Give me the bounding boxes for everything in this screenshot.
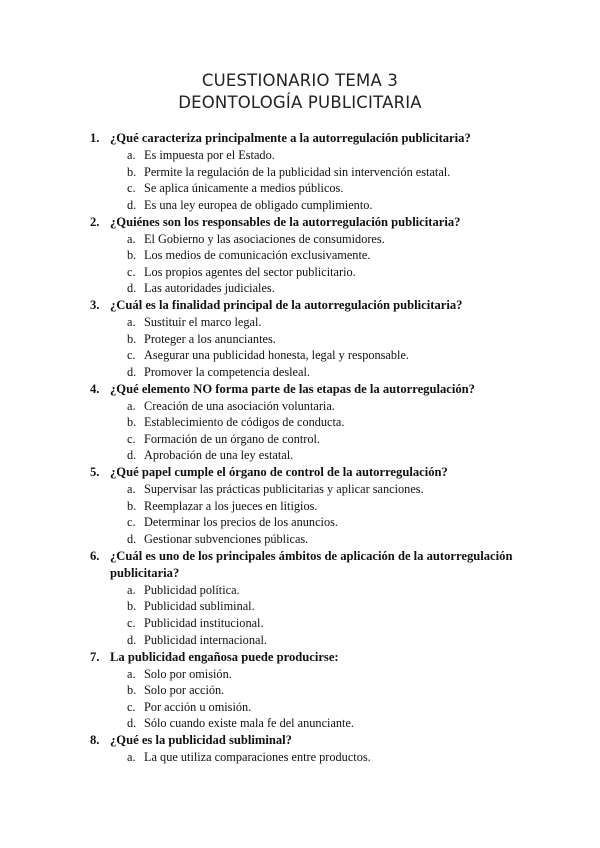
option-text: Supervisar las prácticas publicitarias y aplicar sanciones. [144,482,424,496]
question-4 [90,381,530,398]
option-2a [127,231,547,248]
option-text: Los propios agentes del sector publicitario. [144,265,356,279]
option-letter: b. [127,248,137,262]
option-letter: b. [127,332,137,346]
option-letter: a. [127,148,136,162]
option-text: Solo por omisión. [144,667,232,681]
option-letter: c. [127,700,136,714]
option-2d [127,280,547,297]
option-5a [127,481,547,498]
option-text: Publicidad internacional. [144,633,267,647]
option-6d [127,632,547,649]
option-letter: d. [127,532,137,546]
option-text: Aprobación de una ley estatal. [144,448,294,462]
option-text: Reemplazar a los jueces en litigios. [144,499,318,513]
option-4b [127,414,547,431]
option-letter: b. [127,599,137,613]
option-1d [127,197,547,214]
option-letter: b. [127,683,137,697]
option-text: Gestionar subvenciones públicas. [144,532,309,546]
option-letter: b. [127,499,137,513]
option-text: Es una ley europea de obligado cumplimiento. [144,198,373,212]
option-letter: a. [127,667,136,681]
question-number: 5. [90,465,100,479]
option-letter: a. [127,399,136,413]
option-text: Promover la competencia desleal. [144,365,310,379]
option-text: Proteger a los anunciantes. [144,332,276,346]
option-letter: c. [127,181,136,195]
option-5b [127,498,547,515]
option-text: Sólo cuando existe mala fe del anunciante. [144,716,354,730]
option-1a [127,147,547,164]
question-number: 8. [90,733,100,747]
document-title: CUESTIONARIO TEMA 3 [201,71,399,90]
option-6b [127,598,547,615]
option-text: Permite la regulación de la publicidad sin intervención estatal. [144,165,451,179]
option-4c [127,431,547,448]
option-text: Publicidad institucional. [144,616,264,630]
option-2b [127,247,547,264]
question-5 [90,464,530,481]
question-number: 4. [90,382,100,396]
option-text: El Gobierno y las asociaciones de consumidores. [144,232,385,246]
option-text: Solo por acción. [144,683,225,697]
question-text: ¿Cuál es la finalidad principal de la autorregulación publicitaria? [110,298,463,312]
option-5d [127,531,547,548]
option-letter: d. [127,633,137,647]
option-3b [127,331,547,348]
option-letter: c. [127,348,136,362]
option-text: Publicidad subliminal. [144,599,255,613]
option-letter: d. [127,281,137,295]
question-number: 7. [90,650,100,664]
option-letter: c. [127,265,136,279]
option-3d [127,364,547,381]
option-letter: a. [127,583,136,597]
question-text: ¿Cuál es uno de los principales ámbitos de aplicación de la autorregulación publicitaria? [110,549,513,580]
option-2c [127,264,547,281]
option-text: Formación de un órgano de control. [144,432,320,446]
option-letter: b. [127,165,137,179]
option-letter: c. [127,515,136,529]
option-letter: a. [127,482,136,496]
option-7c [127,699,547,716]
question-text: La publicidad engañosa puede producirse: [110,650,339,664]
document-subtitle: DEONTOLOGÍA PUBLICITARIA [178,93,422,112]
option-text: Creación de una asociación voluntaria. [144,399,335,413]
question-number: 3. [90,298,100,312]
question-text: ¿Qué elemento NO forma parte de las etapas de la autorregulación? [110,382,475,396]
option-letter: d. [127,448,137,462]
option-7b [127,682,547,699]
option-7d [127,715,547,732]
question-number: 1. [90,131,100,145]
option-letter: d. [127,365,137,379]
question-7 [90,649,530,666]
option-text: Determinar los precios de los anuncios. [144,515,338,529]
option-7a [127,666,547,683]
option-text: Por acción u omisión. [144,700,252,714]
option-text: Las autoridades judiciales. [144,281,275,295]
question-8 [90,732,530,749]
option-letter: c. [127,616,136,630]
question-text: ¿Qué es la publicidad subliminal? [110,733,292,747]
option-1c [127,180,547,197]
option-letter: c. [127,432,136,446]
question-3 [90,297,530,314]
question-1 [90,130,530,147]
question-text: ¿Quiénes son los responsables de la autorregulación publicitaria? [110,215,461,229]
option-letter: d. [127,716,137,730]
option-4d [127,447,547,464]
option-text: Los medios de comunicación exclusivamente. [144,248,371,262]
option-5c [127,514,547,531]
question-number: 2. [90,215,100,229]
question-6 [90,548,530,581]
question-text: ¿Qué caracteriza principalmente a la autorregulación publicitaria? [110,131,471,145]
option-text: Sustituir el marco legal. [144,315,262,329]
option-letter: a. [127,750,136,764]
option-text: Establecimiento de códigos de conducta. [144,415,345,429]
option-3a [127,314,547,331]
question-text: ¿Qué papel cumple el órgano de control de la autorregulación? [110,465,448,479]
option-text: Publicidad política. [144,583,240,597]
option-text: La que utiliza comparaciones entre productos. [144,750,371,764]
option-3c [127,347,547,364]
option-text: Es impuesta por el Estado. [144,148,275,162]
question-2 [90,214,530,231]
option-letter: b. [127,415,137,429]
option-6a [127,582,547,599]
option-4a [127,398,547,415]
option-1b [127,164,547,181]
option-letter: a. [127,315,136,329]
question-number: 6. [90,549,100,563]
option-letter: d. [127,198,137,212]
option-8a [127,749,547,766]
option-text: Asegurar una publicidad honesta, legal y responsable. [144,348,409,362]
option-text: Se aplica únicamente a medios públicos. [144,181,344,195]
option-letter: a. [127,232,136,246]
option-6c [127,615,547,632]
